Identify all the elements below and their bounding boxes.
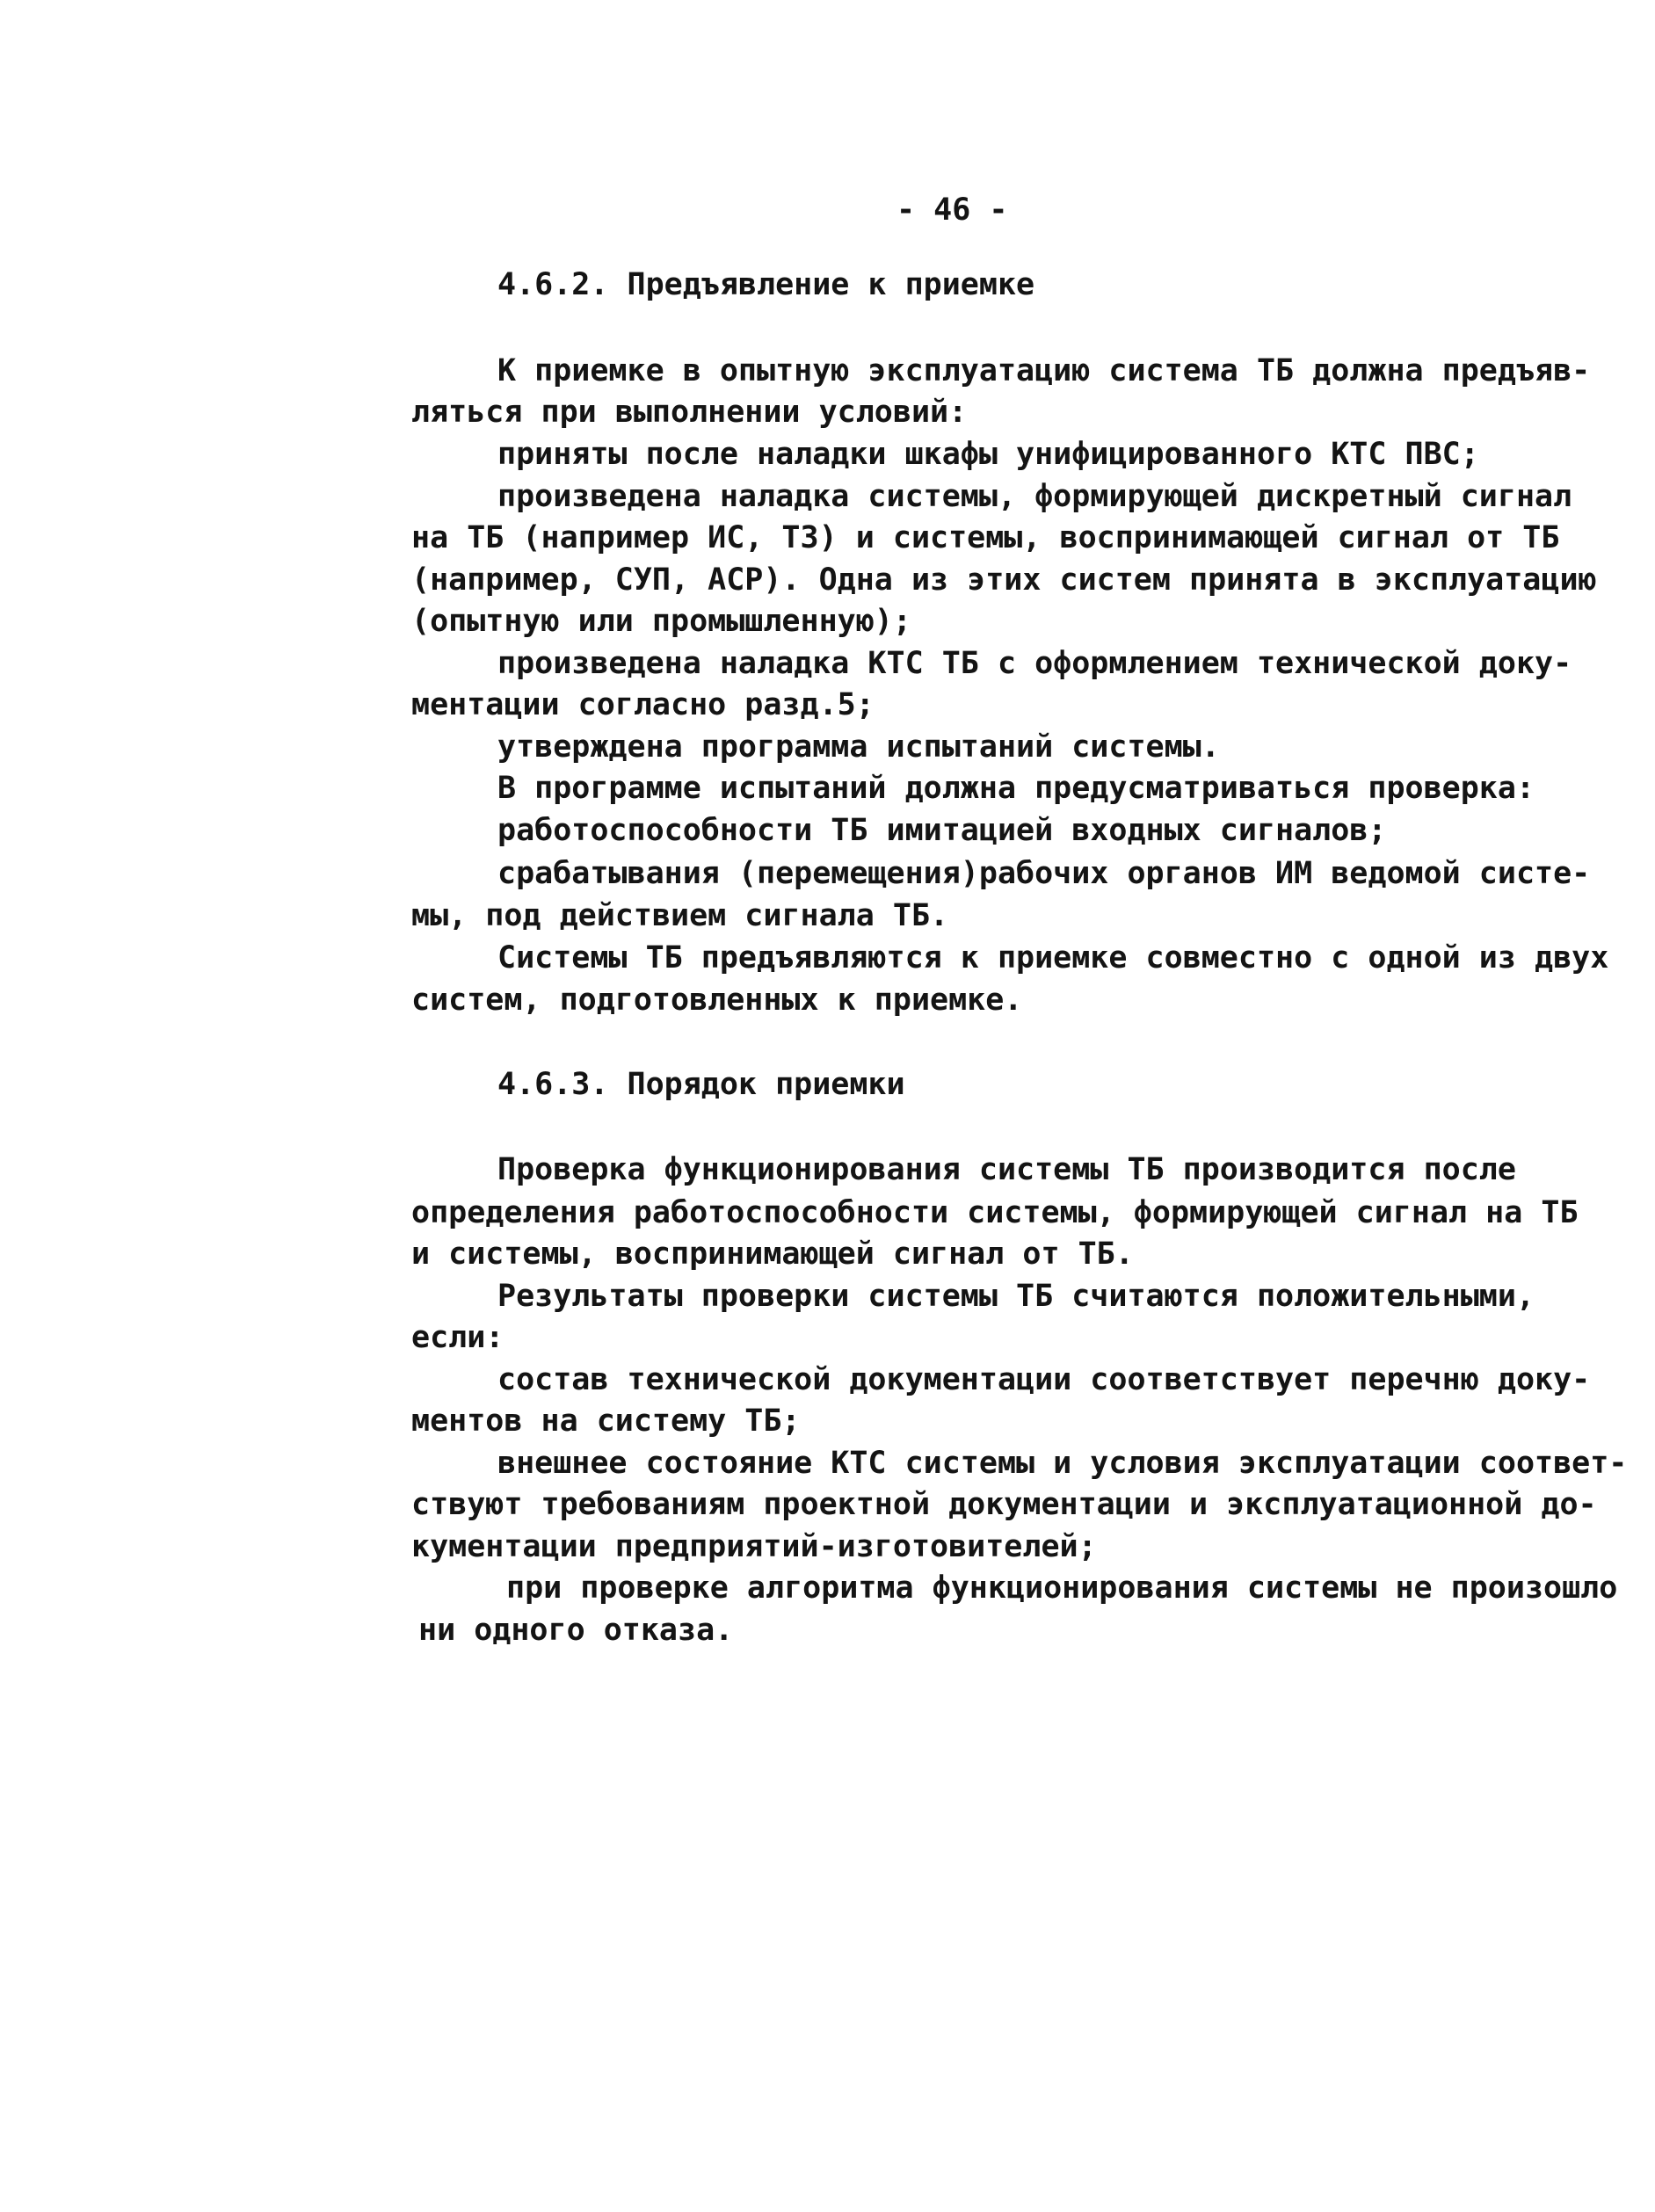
paragraph-line: на ТБ (например ИС, ТЗ) и системы, воспринимающей сигнал от ТБ — [411, 520, 1560, 555]
paragraph-line: работоспособности ТБ имитацией входных сигналов; — [497, 813, 1387, 848]
paragraph-line: приняты после наладки шкафы унифицированного КТС ПВС; — [497, 437, 1479, 472]
paragraph-line: (например, СУП, АСР). Одна из этих систем принята в эксплуатацию — [411, 562, 1597, 598]
paragraph-line: ментов на систему ТБ; — [411, 1403, 801, 1439]
paragraph-line: мы, под действием сигнала ТБ. — [411, 898, 949, 933]
section-4-6-2-heading: 4.6.2. Предъявление к приемке — [497, 267, 1035, 302]
paragraph-line: внешнее состояние КТС системы и условия эксплуатации соответ- — [497, 1446, 1628, 1481]
paragraph-line: систем, подготовленных к приемке. — [411, 983, 1023, 1018]
paragraph-line: и системы, воспринимающей сигнал от ТБ. — [411, 1237, 1134, 1272]
paragraph-line: ни одного отказа. — [418, 1613, 734, 1648]
paragraph-line: произведена наладка системы, формирующей дискретный сигнал — [497, 479, 1572, 514]
paragraph-line: определения работоспособности системы, формирующей сигнал на ТБ — [411, 1195, 1579, 1230]
paragraph-line: произведена наладка КТС ТБ с оформлением технической доку- — [497, 646, 1572, 681]
paragraph-line: ствуют требованиям проектной документации и эксплуатационной до- — [411, 1487, 1597, 1522]
paragraph-line: (опытную или промышленную); — [411, 604, 911, 639]
paragraph-line: ляться при выполнении условий: — [411, 395, 968, 430]
paragraph-line: при проверке алгоритма функционирования системы не произошло — [506, 1570, 1618, 1606]
paragraph-line: кументации предприятий-изготовителей; — [411, 1529, 1097, 1564]
paragraph-line: состав технической документации соответствует перечню доку- — [497, 1362, 1591, 1397]
paragraph-line: Проверка функционирования системы ТБ производится после — [497, 1152, 1516, 1187]
paragraph-line: Системы ТБ предъявляются к приемке совместно с одной из двух — [497, 940, 1609, 975]
paragraph-line: утверждена программа испытаний системы. — [497, 729, 1220, 765]
paragraph-line: ментации согласно разд.5; — [411, 687, 875, 722]
section-4-6-3-heading: 4.6.3. Порядок приемки — [497, 1067, 905, 1102]
paragraph-line: К приемке в опытную эксплуатацию система ТБ должна предъяв- — [497, 353, 1591, 388]
paragraph-line: если: — [411, 1320, 504, 1355]
paragraph-line: Результаты проверки системы ТБ считаются положительными, — [497, 1279, 1535, 1314]
page-number: - 46 - — [896, 192, 1008, 228]
paragraph-line: срабатывания (перемещения)рабочих органов ИМ ведомой систе- — [497, 856, 1591, 891]
paragraph-line: В программе испытаний должна предусматриваться проверка: — [497, 771, 1535, 806]
